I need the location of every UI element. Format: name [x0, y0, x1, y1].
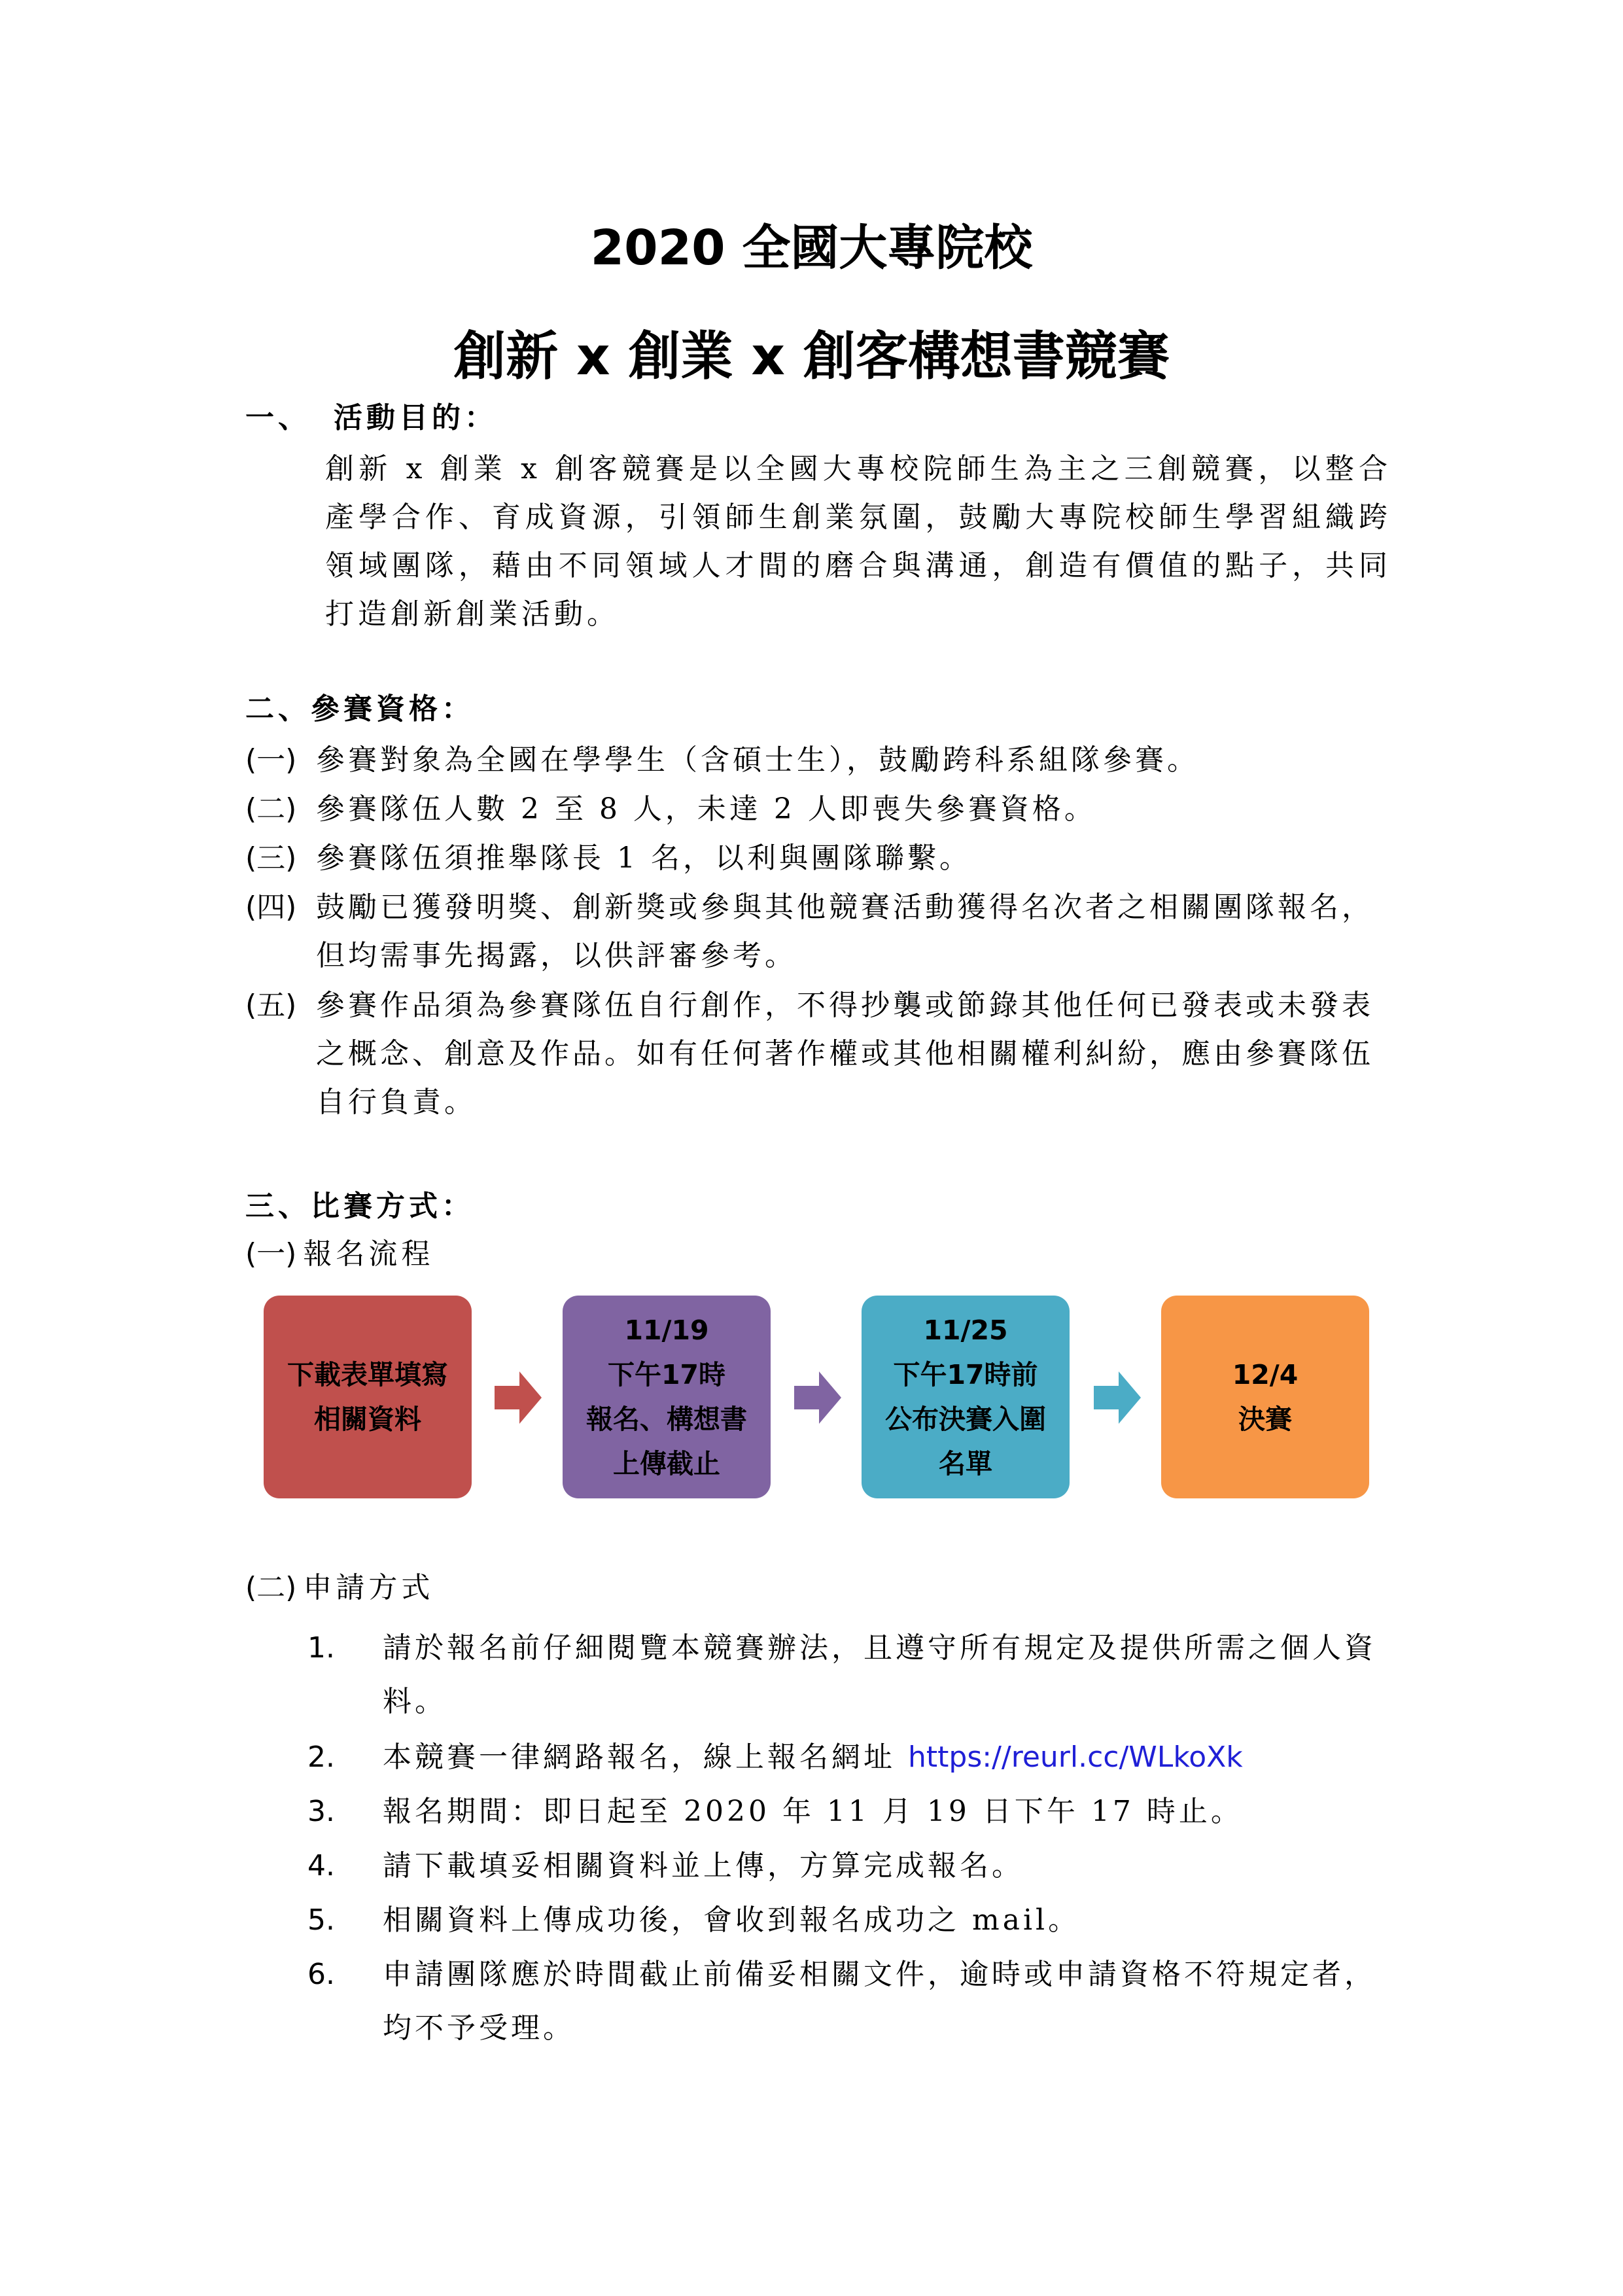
application-step	[307, 1948, 1393, 2055]
flow-text: 報名、構想書	[586, 1404, 747, 1435]
eligibility-item	[245, 834, 1397, 883]
item-text: 參賽作品須為參賽隊伍自行創作，不得抄襲或節錄其他任何已發表或未發表之概念、創意及作品。如有任何著作權或其他相關權利糾紛，應由參賽隊伍自行負責。	[316, 989, 1374, 1119]
application-step	[307, 1894, 1393, 1947]
subsection-title: 申請方式	[303, 1571, 434, 1604]
registration-link[interactable]: https://reurl.cc/WLkoXk	[908, 1740, 1243, 1774]
flow-step-final	[1161, 1296, 1369, 1498]
eligibility-item	[245, 981, 1397, 1127]
eligibility-item	[245, 736, 1397, 785]
item-label: (三)	[245, 841, 297, 875]
subsection-application-method	[245, 1564, 434, 1612]
step-number: 3.	[307, 1795, 335, 1828]
item-label: (二)	[245, 792, 297, 826]
flow-text: 決賽	[1238, 1404, 1292, 1435]
eligibility-item	[245, 785, 1397, 834]
section-heading-eligibility: 二、參賽資格：	[245, 692, 474, 726]
step-number: 5.	[307, 1903, 335, 1937]
item-label: (四)	[245, 891, 297, 924]
flow-step-announce	[862, 1296, 1070, 1498]
flow-text: 11/25	[923, 1315, 1008, 1346]
flow-text: 相關資料	[314, 1404, 421, 1435]
section-heading-method: 三、比賽方式：	[245, 1190, 474, 1223]
step-text: 請下載填妥相關資料並上傳，方算完成報名。	[383, 1849, 1024, 1882]
section-number: 一、	[245, 401, 311, 434]
flow-text: 12/4	[1232, 1359, 1299, 1390]
subsection-label: (一)	[245, 1237, 297, 1271]
flow-text: 公布決賽入圍	[885, 1404, 1046, 1435]
item-label: (一)	[245, 743, 297, 777]
flow-step-download	[264, 1296, 472, 1498]
step-number: 2.	[307, 1740, 335, 1774]
flow-text: 下午17時前	[893, 1359, 1038, 1390]
flow-step-deadline	[563, 1296, 771, 1498]
item-text: 參賽隊伍須推舉隊長 1 名，以利與團隊聯繫。	[316, 841, 971, 875]
step-number: 4.	[307, 1849, 335, 1882]
application-step	[307, 1621, 1393, 1729]
purpose-paragraph: 創新 x 創業 x 創客競賽是以全國大專校院師生為主之三創競賽，以整合產學合作、育成資源，引領師生創業氛圍，鼓勵大專院校師生學習組織跨領域團隊，藉由不同領域人才間的磨合與溝通，創造有價值的點子，共同打造創新創業活動。	[325, 452, 1391, 631]
arrow-right-icon	[495, 1371, 542, 1424]
step-text: 相關資料上傳成功後，會收到報名成功之 mail。	[383, 1903, 1081, 1937]
subsection-registration-flow	[245, 1230, 434, 1279]
item-text: 鼓勵已獲發明獎、創新獎或參與其他競賽活動獲得名次者之相關團隊報名，但均需事先揭露，以供評審參考。	[316, 891, 1374, 972]
eligibility-item	[245, 883, 1397, 980]
item-text: 參賽隊伍人數 2 至 8 人，未達 2 人即喪失參賽資格。	[316, 792, 1096, 826]
page-subtitle: 創新 x 創業 x 創客構想書競賽	[453, 326, 1170, 387]
flow-text: 下載表單填寫	[287, 1359, 448, 1390]
step-text: 報名期間：即日起至 2020 年 11 月 19 日下午 17 時止。	[383, 1795, 1243, 1828]
flow-text: 11/19	[624, 1315, 709, 1346]
page-title: 2020 全國大專院校	[590, 220, 1033, 276]
flow-text: 下午17時	[607, 1359, 726, 1390]
step-text: 申請團隊應於時間截止前備妥相關文件，逾時或申請資格不符規定者，均不予受理。	[383, 1958, 1376, 2045]
application-step	[307, 1731, 1393, 1784]
subsection-title: 報名流程	[303, 1237, 434, 1271]
step-number: 6.	[307, 1958, 335, 1991]
flow-text: 名單	[939, 1448, 992, 1479]
arrow-right-icon	[794, 1371, 841, 1424]
section-heading-purpose	[245, 401, 497, 434]
item-text: 參賽對象為全國在學學生（含碩士生），鼓勵跨科系組隊參賽。	[316, 743, 1199, 777]
step-number: 1.	[307, 1631, 335, 1665]
step-text: 請於報名前仔細閱覽本競賽辦法，且遵守所有規定及提供所需之個人資料。	[383, 1631, 1376, 1718]
step-text: 本競賽一律網路報名，線上報名網址	[383, 1740, 908, 1774]
subsection-label: (二)	[245, 1571, 297, 1604]
application-step	[307, 1839, 1393, 1893]
section-title: 活動目的：	[334, 401, 497, 434]
application-step	[307, 1785, 1393, 1839]
item-label: (五)	[245, 989, 297, 1022]
flow-text: 上傳截止	[613, 1448, 720, 1479]
arrow-right-icon	[1094, 1371, 1141, 1424]
